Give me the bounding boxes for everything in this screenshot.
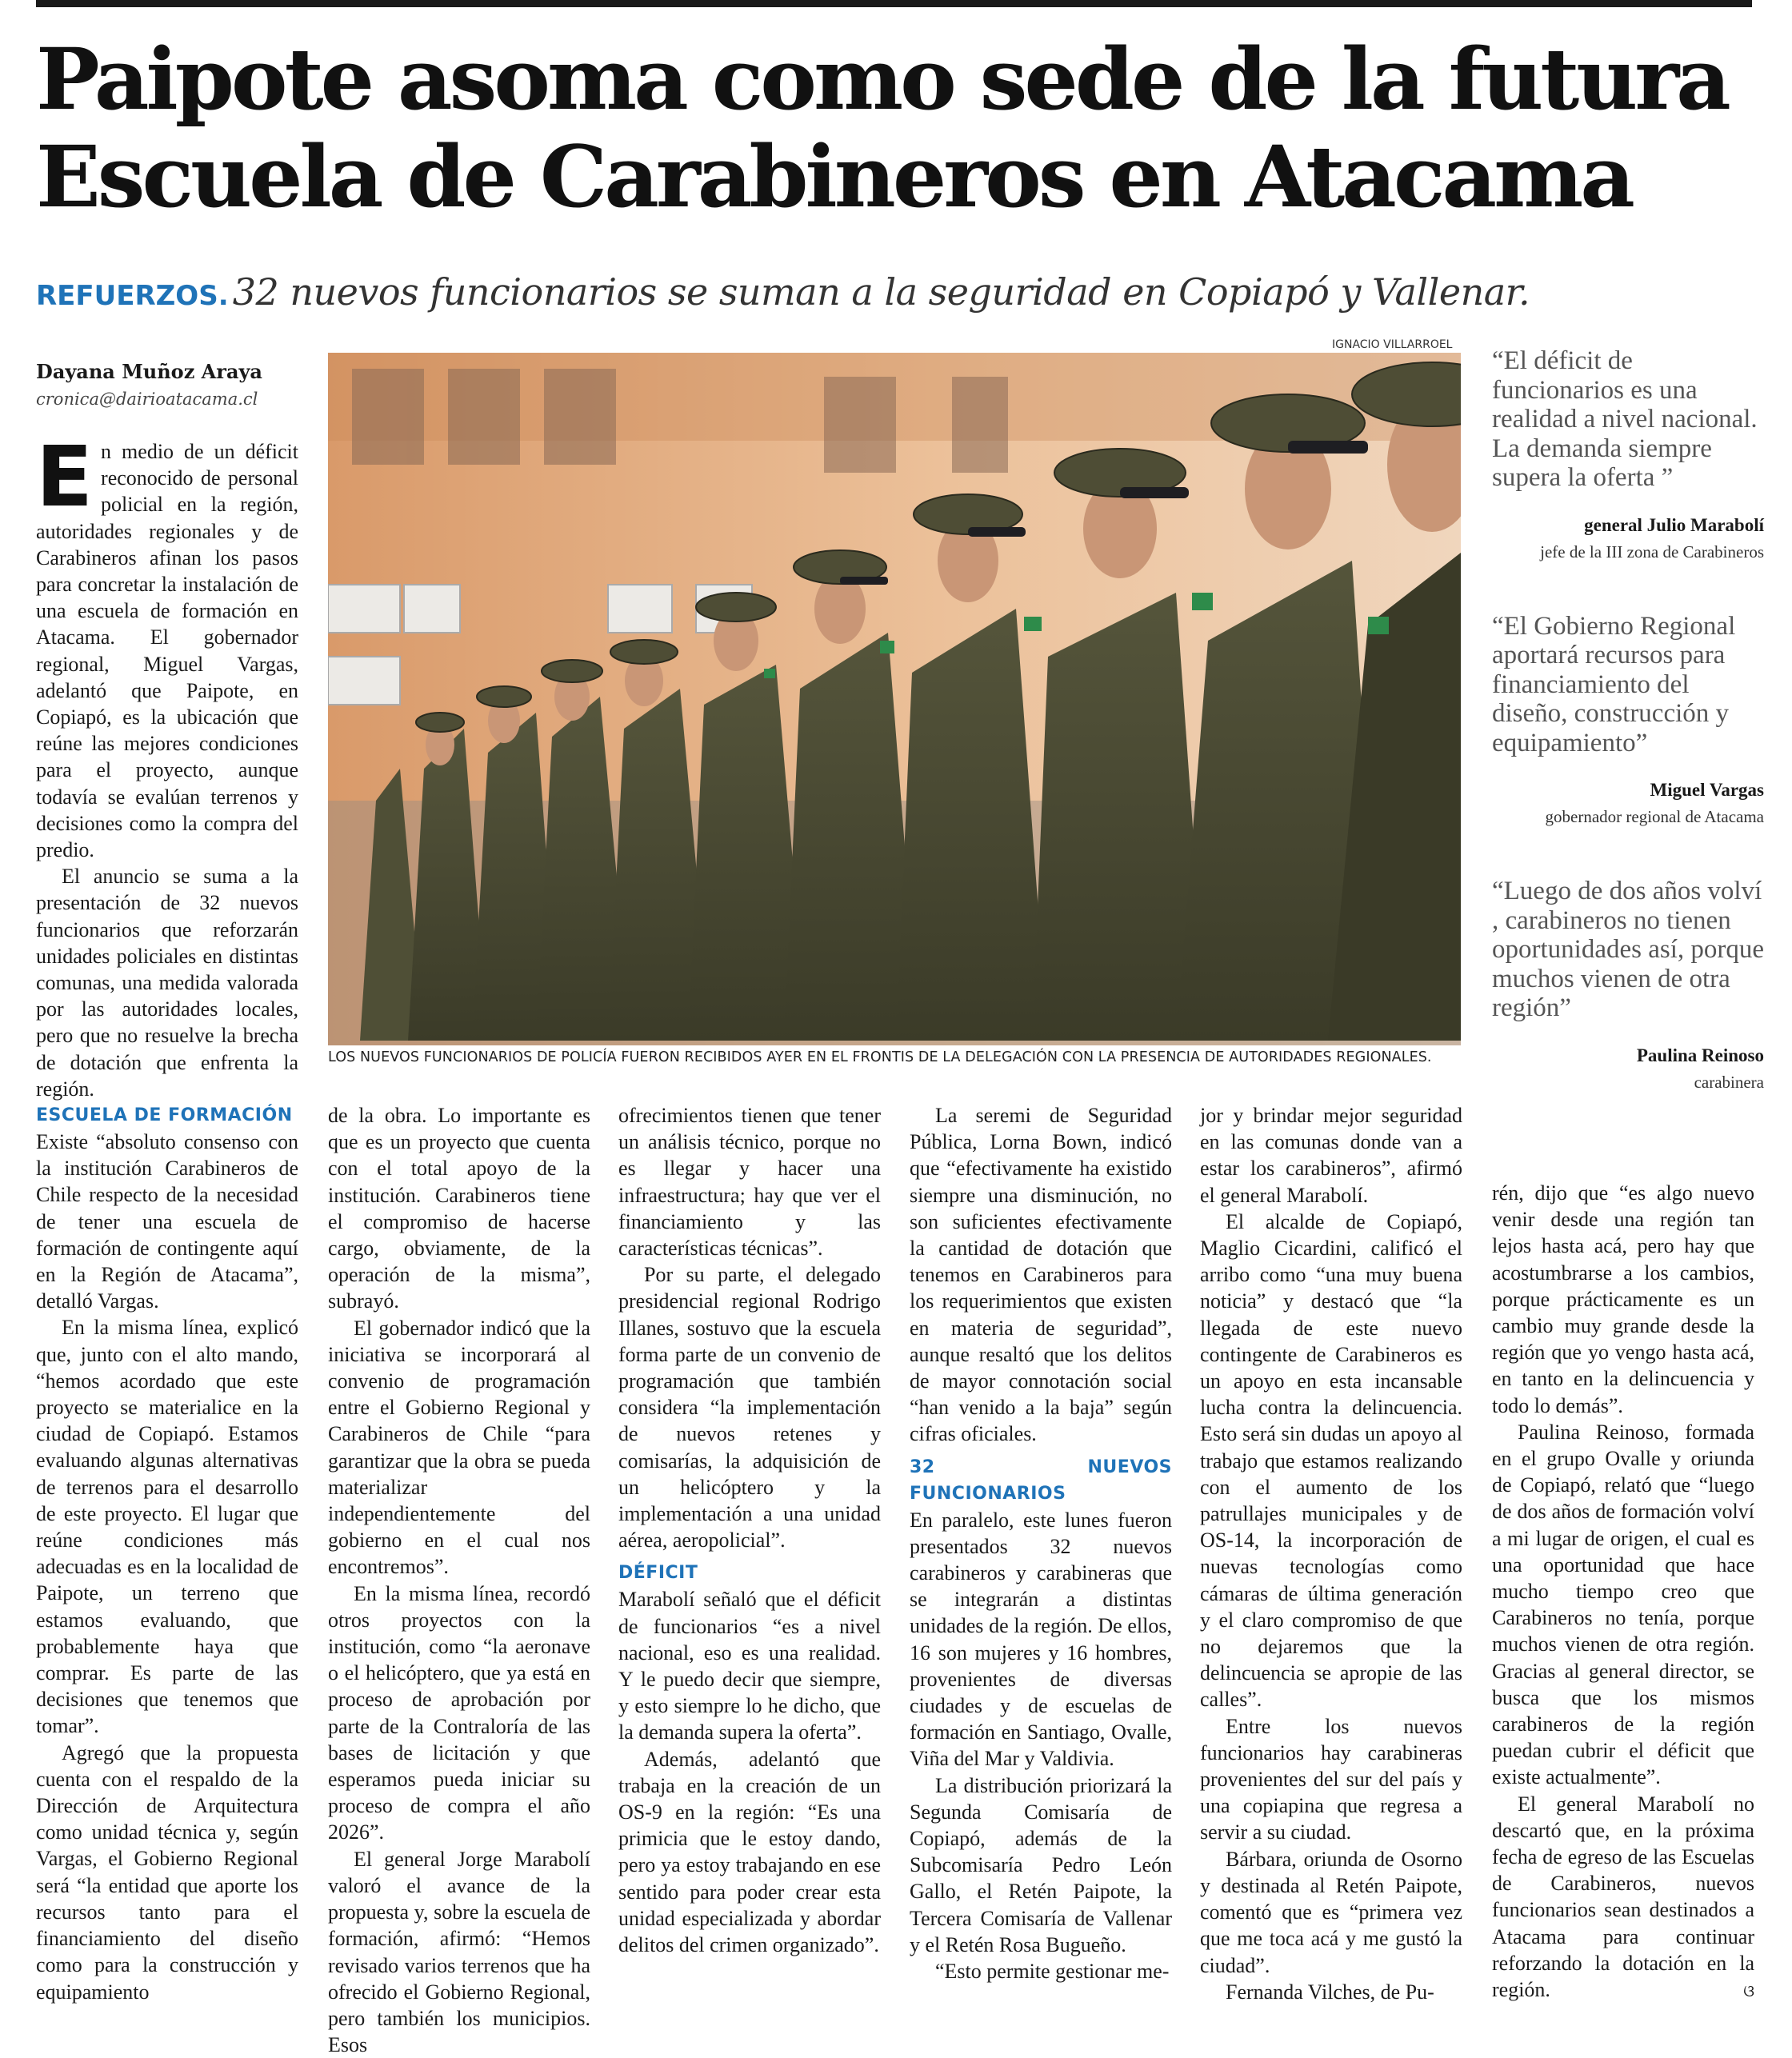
photo-credit: IGNACIO VILLARROEL	[1332, 338, 1453, 351]
quote-role: gobernador regional de Atacama	[1545, 807, 1764, 826]
section-heading: ESCUELA DE FORMACIÓN	[36, 1105, 293, 1125]
body-column-5	[1200, 1102, 1462, 2005]
body-paragraph: En la misma línea, explicó que, junto con el alto mando, “hemos acordado que este proyecto se materialice en la ciudad de Copiapó. Estamos evaluando algunas alternativas de terrenos para el desarrollo de este proyecto. El lugar que reúne condiciones más adecuadas es en la localidad de Paipote, un terreno que estamos evaluando, que probablemente haya que comprar. Es parte de las decisiones que tenemos que tomar”.	[36, 1316, 298, 1738]
body-paragraph: En la misma línea, recordó otros proyectos con la institución, como “la aeronave o el helicóptero, que ya está en proceso de aprobación por parte de la Contraloría de las bases de licitación y que esperamos pueda iniciar su proceso de compra el año 2026”.	[328, 1581, 590, 1844]
kicker	[36, 270, 1764, 314]
body-paragraph: La seremi de Seguridad Pública, Lorna Bown, indicó que “efectivamente ha existido siempre una disminución, no son suficientes efectivamente la cantidad de dotación que tenemos en Carabineros para los requerimientos que existen en materia de seguridad”, aunque resaltó que los delitos de mayor connotación social “han venido a la baja” según cifras oficiales.	[910, 1104, 1172, 1446]
kicker-tag: REFUERZOS.	[36, 280, 229, 312]
body-paragraph: El general Jorge Marabolí valoró el avance de la propuesta y, sobre la escuela de formación, afirmó: “Hemos revisado varios terrenos que ha ofrecido el Gobierno Regional, pero también los municipios. Esos	[328, 1847, 590, 2057]
quote-author: Miguel Vargas	[1650, 780, 1764, 800]
quote-text: “El déficit de funcionarios es una realidad a nivel nacional. La demanda siempre supera la oferta ”	[1492, 346, 1758, 492]
intro-paragraph: El anuncio se suma a la presentación de 32 nuevos funcionarios que reforzarán unidades policiales en distintas comunas, una medida valorada por las autoridades locales, pero que no resuelve la brecha de dotación que enfrenta la región.	[36, 865, 298, 1101]
top-rule	[36, 0, 1752, 7]
drop-cap: E	[36, 428, 94, 525]
section-heading: 32 NUEVOS FUNCIONARIOS	[910, 1457, 1172, 1504]
body-paragraph: ofrecimientos tienen que tener un análisis técnico, porque no es llegar y hacer una infraestructura; hay que ver el financiamiento y las características técnicas”.	[618, 1104, 881, 1261]
body-column-3	[618, 1102, 881, 1958]
body-paragraph: El alcalde de Copiapó, Maglio Cicardini, calificó el arribo como “una muy buena noticia” y destacó que “la llegada de este nuevo contingente de Carabineros es un apoyo en esta incansable lucha contra la delincuencia. Esto será sin dudas un apoyo al trabajo que estamos realizando con el aumento de los patrullajes municipales y de OS-14, la incorporación de nuevas tecnologías como cámaras de última generación y el claro compromiso de que no dejaremos que la delincuencia se apropie de las calles”.	[1200, 1209, 1462, 1712]
subheadline: 32 nuevos funcionarios se suman a la seguridad en Copiapó y Vallenar.	[232, 270, 1530, 314]
body-paragraph: El general Marabolí no descartó que, en la próxima fecha de egreso de las Escuelas de Carabineros, nuevos funcionarios sean destinados a Atacama para continuar reforzando la dotación en la región. ଓ	[1492, 1791, 1754, 2004]
body-paragraph: Agregó que la propuesta cuenta con el respaldo de la Dirección de Arquitectura como unidad técnica y, según Vargas, el Gobierno Regional será “la entidad que aporte los recursos tanto para el financiamiento del diseño como para la construcción y equipamiento	[36, 1740, 298, 2004]
body-paragraph: El gobernador indicó que la iniciativa se incorporará al convenio de programación entre el Gobierno Regional y Carabineros de Chile “para garantizar que la obra se pueda materializar independientemente del gobierno en el cual nos encontremos”.	[328, 1316, 590, 1579]
end-mark-icon: ଓ	[1743, 1981, 1754, 2001]
body-paragraph: de la obra. Lo importante es que es un proyecto que cuenta con el total apoyo de la institución. Carabineros tiene el compromiso de hacerse cargo, obviamente, de la operación de la misma”, subrayó.	[328, 1104, 590, 1313]
body-paragraph: Bárbara, oriunda de Osorno y destinada al Retén Paipote, comentó que es “primera vez que me toca acá y me gustó la ciudad”.	[1200, 1847, 1462, 1977]
body-paragraph: “Esto permite gestionar me-	[935, 1960, 1170, 1984]
author-email: cronica@dairioatacama.cl	[36, 390, 258, 409]
body-paragraph: Existe “absoluto consenso con la institución Carabineros de Chile respecto de la necesidad de tener una escuela de formación de contingente aquí en la Región de Atacama”, detalló Vargas.	[36, 1130, 298, 1313]
body-column-4	[910, 1102, 1172, 1984]
body-paragraph: jor y brindar mejor seguridad en las comunas donde van a estar los carabineros”, afirmó el general Marabolí.	[1200, 1104, 1462, 1207]
body-paragraph: Marabolí señaló que el déficit de funcionarios “es a nivel nacional, eso es una realidad. Y le puedo decir que siempre, y esto siempre lo he dicho, que la demanda supera la oferta”.	[618, 1588, 881, 1744]
headline: Paipote asoma como sede de la futura Escuela de Carabineros en Atacama	[36, 29, 1728, 226]
pull-quotes	[1492, 346, 1764, 1093]
body-paragraph: Por su parte, el delegado presidencial regional Rodrigo Illanes, sostuvo que la escuela forma parte de un convenio de programación que también considera “la implementación de nuevos retenes y comisarías, la adquisición de un helicóptero y la implementación a una unidad aérea, aeropolicial”.	[618, 1263, 881, 1552]
pull-quote	[1492, 612, 1764, 828]
photo-caption: LOS NUEVOS FUNCIONARIOS DE POLICÍA FUERON RECIBIDOS AYER EN EL FRONTIS DE LA DELEGACIÓN CON LA PRESENCIA DE AUTORIDADES REGIONALES.	[328, 1049, 1432, 1065]
intro-paragraph: En medio de un déficit reconocido de personal policial en la región, autoridades regionales y de Carabineros afinan los pasos para concretar la instalación de una escuela de formación en Atacama. El gobernador regional, Miguel Vargas, adelantó que Paipote, en Copiapó, es la ubicación que reúne las mejores condiciones para el proyecto, aunque todavía se evalúan terrenos y decisiones como la compra del predio.	[36, 428, 298, 862]
pull-quote	[1492, 877, 1764, 1093]
quote-role: carabinera	[1694, 1072, 1764, 1092]
body-column-1	[36, 1102, 298, 2005]
body-paragraph: Paulina Reinoso, formada en el grupo Ovalle y oriunda de Copiapó, relató que “luego de dos años de formación volví a mi lugar de origen, el cual es una oportunidad que hace mucho tiempo creo que Carabineros no tenía, porque muchos vienen de otra región. Gracias al general director, se busca que los mismos carabineros de la región puedan cubrir el déficit que existe actualmente”.	[1492, 1420, 1754, 1789]
quote-role: jefe de la III zona de Carabineros	[1540, 541, 1764, 561]
quote-author: general Julio Marabolí	[1584, 514, 1764, 535]
quote-text: “El Gobierno Regional aportará recursos para financiamiento del diseño, construcción y equipamiento”	[1492, 611, 1736, 757]
body-column-6	[1492, 1180, 1754, 2004]
quote-text: “Luego de dos años volví , carabineros no tienen oportunidades así, porque muchos vienen de otra región”	[1492, 877, 1765, 1022]
author-name: Dayana Muñoz Araya	[36, 360, 262, 383]
body-paragraph: Entre los nuevos funcionarios hay carabineras provenientes del sur del país y una copiapina que regresa a servir a su ciudad.	[1200, 1714, 1462, 1844]
pull-quote	[1492, 346, 1764, 562]
article-photo	[328, 353, 1461, 1045]
body-paragraph: La distribución priorizará la Segunda Comisaría de Copiapó, además de la Subcomisaría Pedro León Gallo, el Retén Paipote, la Tercera Comisaría de Vallenar y el Retén Rosa Bugueño.	[910, 1773, 1172, 1956]
body-paragraph: Además, adelantó que trabaja en la creación de un OS-9 en la región: “Es una primicia que le estoy dando, pero ya estoy trabajando en ese sentido para poder crear esta unidad especializada y abordar delitos del crimen organizado”.	[618, 1747, 881, 1957]
intro-column	[36, 428, 298, 1102]
body-paragraph: rén, dijo que “es algo nuevo venir desde una región tan lejos hasta acá, pero hay que acostumbrarse a los cambios, porque prácticamente es un cambio muy grande desde la región que yo vengo hasta acá, en tanto en la delincuencia y todo lo demás”.	[1492, 1181, 1754, 1417]
section-heading: DÉFICIT	[618, 1563, 698, 1584]
quote-author: Paulina Reinoso	[1636, 1045, 1764, 1065]
body-paragraph: Fernanda Vilches, de Pu-	[1226, 1980, 1434, 2004]
body-paragraph: En paralelo, este lunes fueron presentados 32 nuevos carabineros y carabineras que se integrarán a distintas unidades de la región. De ellos, 16 son mujeres y 16 hombres, provenientes de diversas ciudades y de escuelas de formación en Santiago, Ovalle, Viña del Mar y Valdivia.	[910, 1508, 1172, 1771]
body-column-2	[328, 1102, 590, 2058]
